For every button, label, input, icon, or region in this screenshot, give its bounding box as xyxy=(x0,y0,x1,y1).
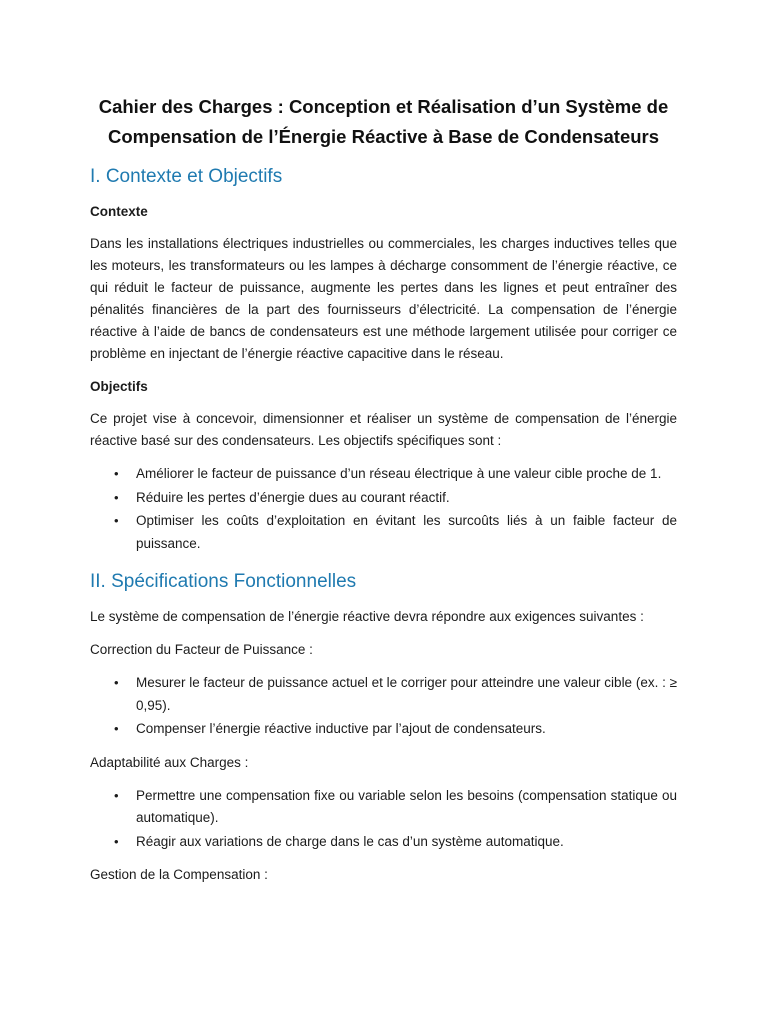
list-item-text: Réagir aux variations de charge dans le cas d’un système automatique. xyxy=(136,833,564,849)
list-item xyxy=(90,785,677,830)
section-2-intro: Le système de compensation de l’énergie réactive devra répondre aux exigences suivantes : xyxy=(90,609,644,624)
list-item-text: Optimiser les coûts d’exploitation en évitant les surcoûts liés à un faible facteur de puissance. xyxy=(136,513,677,551)
list-item xyxy=(90,487,677,510)
list-item xyxy=(90,463,677,486)
gestion-label: Gestion de la Compensation : xyxy=(90,867,268,882)
list-item-text: Permettre une compensation fixe ou variable selon les besoins (compensation statique ou automatique). xyxy=(136,787,677,825)
bullet-icon: • xyxy=(114,721,119,736)
section-2-heading: II. Spécifications Fonctionnelles xyxy=(90,571,357,592)
list-item xyxy=(90,510,677,555)
bullet-icon: • xyxy=(114,787,119,803)
document-title xyxy=(60,92,707,152)
objectifs-label: Objectifs xyxy=(90,379,148,394)
list-item-text: Réduire les pertes d’énergie dues au courant réactif. xyxy=(136,489,450,505)
adaptabilite-label: Adaptabilité aux Charges : xyxy=(90,754,249,770)
objectifs-list xyxy=(90,463,677,555)
title-line-2: Compensation de l’Énergie Réactive à Base de Condensateurs xyxy=(107,126,660,147)
bullet-icon: • xyxy=(114,513,119,528)
title-line-1: Cahier des Charges : Conception et Réalisation d’un Système de xyxy=(98,96,669,117)
list-item xyxy=(90,718,677,741)
correction-label: Correction du Facteur de Puissance : xyxy=(90,642,313,657)
list-item-text: Améliorer le facteur de puissance d’un réseau électrique à une valeur cible proche de 1. xyxy=(136,466,662,481)
list-item-text: Mesurer le facteur de puissance actuel et le corriger pour atteindre une valeur cible (ex. : ≥ 0,95). xyxy=(136,675,677,713)
contexte-label: Contexte xyxy=(90,204,148,219)
bullet-icon: • xyxy=(114,675,119,690)
bullet-icon: • xyxy=(114,833,119,849)
bullet-icon: • xyxy=(114,489,119,505)
list-item-text: Compenser l’énergie réactive inductive par l’ajout de condensateurs. xyxy=(136,721,546,736)
section-1-heading: I. Contexte et Objectifs xyxy=(90,166,283,187)
adaptabilite-list xyxy=(90,785,677,854)
document-body xyxy=(90,92,677,886)
list-item xyxy=(90,672,677,717)
list-item xyxy=(90,831,677,854)
bullet-icon: • xyxy=(114,466,119,481)
correction-list xyxy=(90,672,677,741)
objectifs-paragraph: Ce projet vise à concevoir, dimensionner et réaliser un système de compensation de l’énergie réactive basé sur des condensateurs. Les objectifs spécifiques sont : xyxy=(90,411,677,448)
contexte-paragraph: Dans les installations électriques industrielles ou commerciales, les charges inductives telles que les moteurs, les transformateurs ou les lampes à décharge consomment de l’énergie réactive, ce qui réduit le facteur de puissance, augmente les pertes dans les lignes et peut entraîner des pénalités financières de la part des fournisseurs d’électricité. La compensation de l’énergie réactive à l’aide de bancs de condensateurs est une méthode largement utilisée pour corriger ce problème en injectant de l’énergie réactive capacitive dans le réseau. xyxy=(90,236,677,361)
